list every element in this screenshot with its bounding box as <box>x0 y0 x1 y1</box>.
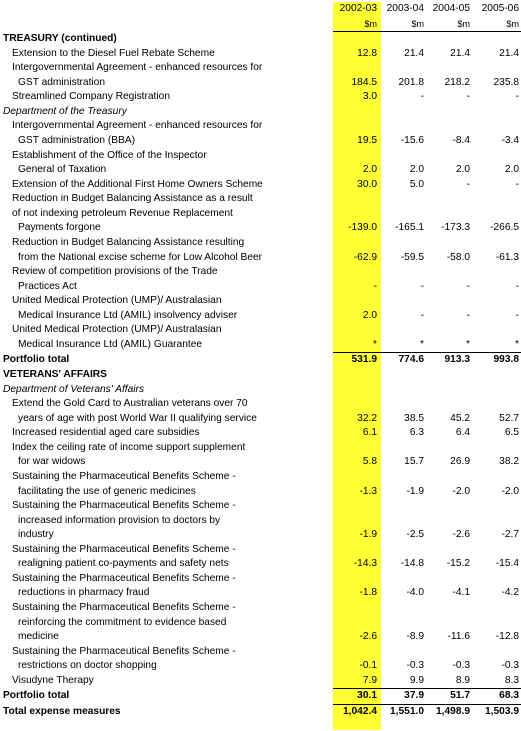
table-row <box>0 265 521 280</box>
value-cell <box>333 616 381 631</box>
value-cell: 3.0 <box>362 91 377 103</box>
value-cell <box>474 514 521 529</box>
value-cell <box>333 265 381 280</box>
value-cell: 30.1 <box>333 689 381 705</box>
value-cell <box>428 572 474 587</box>
section-header-row <box>0 32 521 47</box>
value-cell: -1.3 <box>359 485 377 497</box>
value-cell <box>428 499 474 514</box>
value-cell <box>474 397 521 412</box>
value-cell: - <box>420 280 424 292</box>
value-cell: 38.5 <box>404 412 424 424</box>
value-cell: 2.0 <box>455 164 470 176</box>
row-label: facilitating the use of generic medicines <box>18 485 196 497</box>
value-cell <box>428 149 474 164</box>
row-label: of not indexing petroleum Revenue Replacement <box>12 207 233 219</box>
row-label: for war widows <box>18 456 86 468</box>
value-cell <box>474 323 521 338</box>
value-cell: 2.0 <box>362 309 377 321</box>
department-row <box>0 105 521 120</box>
value-cell <box>428 397 474 412</box>
row-label: Sustaining the Pharmaceutical Benefits Scheme - <box>12 470 236 482</box>
value-cell <box>428 265 474 280</box>
value-cell <box>381 441 428 456</box>
value-cell <box>381 236 428 251</box>
value-cell <box>474 61 521 76</box>
table-row <box>0 543 521 558</box>
table-row <box>0 557 521 572</box>
value-cell: -12.8 <box>495 631 519 643</box>
value-cell: 1,042.4 <box>333 704 381 719</box>
value-cell <box>333 149 381 164</box>
table-row <box>0 178 521 193</box>
table-row <box>0 572 521 587</box>
value-cell <box>381 323 428 338</box>
table-row <box>0 485 521 500</box>
unit-label: $m <box>428 17 474 32</box>
table-row <box>0 441 521 456</box>
value-cell: -2.0 <box>501 485 519 497</box>
value-cell: 2.0 <box>504 164 519 176</box>
value-cell <box>333 601 381 616</box>
value-cell: 8.3 <box>504 674 519 686</box>
row-label: Increased residential aged care subsidies <box>12 427 200 439</box>
value-cell: -1.9 <box>359 529 377 541</box>
row-label: GST administration (BBA) <box>18 135 136 147</box>
value-cell <box>428 601 474 616</box>
row-label: GST administration <box>18 76 106 88</box>
value-cell: * <box>373 338 377 350</box>
value-cell: -62.9 <box>353 251 377 263</box>
value-cell <box>474 383 521 398</box>
value-cell <box>474 105 521 120</box>
value-cell <box>381 383 428 398</box>
row-label: Intergovernmental Agreement - enhanced resources for <box>12 62 263 74</box>
value-cell: - <box>466 178 470 190</box>
value-cell <box>333 441 381 456</box>
row-label: Establishment of the Office of the Inspector <box>12 149 207 161</box>
value-cell <box>381 207 428 222</box>
table-row <box>0 207 521 222</box>
value-cell: -14.8 <box>400 558 424 570</box>
row-label: Medical Insurance Ltd (AMIL) insolvency adviser <box>18 309 238 321</box>
value-cell <box>474 265 521 280</box>
value-cell <box>381 105 428 120</box>
value-cell <box>333 32 381 47</box>
table-row <box>0 47 521 62</box>
value-cell <box>428 543 474 558</box>
table-row <box>0 412 521 427</box>
value-cell <box>428 207 474 222</box>
value-cell <box>333 119 381 134</box>
value-cell <box>381 616 428 631</box>
row-label: Portfolio total <box>3 354 70 366</box>
value-cell <box>474 543 521 558</box>
value-cell: - <box>466 91 470 103</box>
value-cell <box>381 499 428 514</box>
table-row <box>0 426 521 441</box>
row-label: Sustaining the Pharmaceutical Benefits Scheme - <box>12 602 236 614</box>
table-row <box>0 294 521 309</box>
value-cell: 51.7 <box>428 689 474 705</box>
value-cell: -59.5 <box>400 251 424 263</box>
value-cell <box>333 323 381 338</box>
value-cell: * <box>515 338 519 350</box>
value-cell: -266.5 <box>490 222 519 234</box>
value-cell <box>381 572 428 587</box>
value-cell <box>428 383 474 398</box>
table-row <box>0 90 521 105</box>
value-cell: 21.4 <box>499 47 519 59</box>
value-cell: -1.9 <box>406 485 424 497</box>
value-cell: -61.3 <box>495 251 519 263</box>
value-cell: 218.2 <box>444 76 470 88</box>
table-row <box>0 163 521 178</box>
value-cell <box>333 543 381 558</box>
value-cell <box>333 207 381 222</box>
row-label: increased information provision to doctors by <box>18 514 221 526</box>
row-label: years of age with post World War II qualifying service <box>18 412 257 424</box>
value-cell <box>428 294 474 309</box>
value-cell: -173.3 <box>441 222 470 234</box>
value-cell <box>381 368 428 383</box>
value-cell <box>474 192 521 207</box>
value-cell: 6.5 <box>504 427 519 439</box>
column-header: 2003-04 <box>386 3 424 14</box>
row-label: restrictions on doctor shopping <box>18 660 157 672</box>
row-label: reinforcing the commitment to evidence based <box>18 616 227 628</box>
value-cell <box>428 236 474 251</box>
table-row <box>0 221 521 236</box>
value-cell: -3.4 <box>501 135 519 147</box>
value-cell: - <box>515 280 519 292</box>
value-cell: * <box>466 338 470 350</box>
value-cell: -2.7 <box>501 529 519 541</box>
value-cell: 52.7 <box>499 412 519 424</box>
value-cell: -2.5 <box>406 529 424 541</box>
value-cell <box>381 514 428 529</box>
value-cell: -0.3 <box>501 660 519 672</box>
row-label: United Medical Protection (UMP)/ Australasian <box>12 295 222 307</box>
table-row <box>0 149 521 164</box>
value-cell: - <box>515 309 519 321</box>
value-cell <box>474 572 521 587</box>
value-cell: 45.2 <box>450 412 470 424</box>
value-cell <box>474 32 521 47</box>
value-cell <box>428 323 474 338</box>
value-cell <box>474 236 521 251</box>
value-cell: 68.3 <box>474 689 521 705</box>
value-cell: - <box>373 280 377 292</box>
value-cell <box>474 601 521 616</box>
table-row <box>0 645 521 660</box>
value-cell: 2.0 <box>362 164 377 176</box>
table-row <box>0 251 521 266</box>
value-cell <box>428 368 474 383</box>
column-header: 2002-03 <box>339 3 377 14</box>
row-label: Sustaining the Pharmaceutical Benefits Scheme - <box>12 645 236 657</box>
value-cell: 12.8 <box>357 47 377 59</box>
value-cell <box>333 105 381 120</box>
row-label: Sustaining the Pharmaceutical Benefits Scheme - <box>12 500 236 512</box>
value-cell: 15.7 <box>404 456 424 468</box>
row-label: United Medical Protection (UMP)/ Australasian <box>12 324 222 336</box>
value-cell: 9.9 <box>409 674 424 686</box>
value-cell: 184.5 <box>351 76 377 88</box>
value-cell: -139.0 <box>348 222 377 234</box>
value-cell <box>428 32 474 47</box>
value-cell: -2.0 <box>452 485 470 497</box>
table-row <box>0 323 521 338</box>
row-label: from the National excise scheme for Low Alcohol Beer <box>18 251 263 263</box>
table-row <box>0 192 521 207</box>
row-label: Total expense measures <box>3 705 121 717</box>
value-cell <box>428 645 474 660</box>
value-cell <box>474 207 521 222</box>
value-cell <box>333 645 381 660</box>
value-cell: - <box>515 91 519 103</box>
column-header: 2004-05 <box>432 3 470 14</box>
value-cell: 2.0 <box>409 164 424 176</box>
value-cell: - <box>466 309 470 321</box>
value-cell <box>333 470 381 485</box>
table-row <box>0 236 521 251</box>
value-cell: 26.9 <box>450 456 470 468</box>
value-cell: 30.0 <box>357 178 377 190</box>
table-row <box>0 674 521 689</box>
row-label: Portfolio total <box>3 690 70 702</box>
table-row <box>0 76 521 91</box>
value-cell: 7.9 <box>362 674 377 686</box>
value-cell <box>381 645 428 660</box>
value-cell <box>428 105 474 120</box>
row-label: Visudyne Therapy <box>12 675 94 687</box>
value-cell <box>381 601 428 616</box>
table-row <box>0 280 521 295</box>
row-label: Streamlined Company Registration <box>12 91 170 103</box>
value-cell: -15.2 <box>446 558 470 570</box>
value-cell: 201.8 <box>398 76 424 88</box>
portfolio-total-row <box>0 353 521 368</box>
value-cell: -15.6 <box>400 135 424 147</box>
value-cell: - <box>515 178 519 190</box>
row-label: TREASURY (continued) <box>3 32 117 44</box>
row-label: Intergovernmental Agreement - enhanced resources for <box>12 120 263 132</box>
value-cell <box>474 149 521 164</box>
value-cell: -4.1 <box>452 587 470 599</box>
value-cell: 5.8 <box>362 456 377 468</box>
value-cell: 913.3 <box>428 353 474 368</box>
row-label: VETERANS' AFFAIRS <box>3 369 107 381</box>
value-cell <box>381 119 428 134</box>
value-cell: 21.4 <box>404 47 424 59</box>
row-label: Department of Veterans' Affairs <box>3 383 145 395</box>
value-cell <box>381 470 428 485</box>
value-cell <box>381 543 428 558</box>
value-cell <box>428 441 474 456</box>
table-row <box>0 528 521 543</box>
value-cell <box>333 236 381 251</box>
value-cell: 6.4 <box>455 427 470 439</box>
table-row <box>0 61 521 76</box>
value-cell: -1.8 <box>359 587 377 599</box>
table-row <box>0 586 521 601</box>
table-row <box>0 309 521 324</box>
value-cell <box>474 470 521 485</box>
value-cell <box>333 192 381 207</box>
table-row <box>0 601 521 616</box>
row-label: Extension to the Diesel Fuel Rebate Scheme <box>12 47 215 59</box>
value-cell <box>474 441 521 456</box>
value-cell <box>381 192 428 207</box>
row-label: Payments forgone <box>18 222 101 234</box>
value-cell <box>381 149 428 164</box>
value-cell: -4.0 <box>406 587 424 599</box>
value-cell: 774.6 <box>381 353 428 368</box>
row-label: General of Taxation <box>18 164 107 176</box>
value-cell <box>333 383 381 398</box>
value-cell: -2.6 <box>452 529 470 541</box>
row-label: medicine <box>18 631 59 643</box>
table-row <box>0 616 521 631</box>
value-cell: 993.8 <box>474 353 521 368</box>
row-label: Practices Act <box>18 280 77 292</box>
value-cell <box>474 616 521 631</box>
value-cell: -8.9 <box>406 631 424 643</box>
unit-label: $m <box>381 17 428 32</box>
row-label: Review of competition provisions of the Trade <box>12 266 218 278</box>
value-cell <box>428 119 474 134</box>
value-cell: -4.2 <box>501 587 519 599</box>
value-cell <box>333 294 381 309</box>
value-cell <box>474 368 521 383</box>
value-cell: * <box>420 338 424 350</box>
department-row <box>0 383 521 398</box>
row-label: industry <box>18 529 54 541</box>
value-cell: -0.3 <box>406 660 424 672</box>
value-cell <box>428 61 474 76</box>
value-cell: -2.6 <box>359 631 377 643</box>
value-cell <box>333 61 381 76</box>
value-cell: -165.1 <box>395 222 424 234</box>
row-label: Reduction in Budget Balancing Assistance as a result <box>12 193 253 205</box>
column-header: 2005-06 <box>481 3 519 14</box>
unit-label: $m <box>474 17 521 32</box>
value-cell: 19.5 <box>357 135 377 147</box>
value-cell <box>474 499 521 514</box>
value-cell: 1,498.9 <box>428 704 474 719</box>
table-row <box>0 338 521 353</box>
table-row <box>0 514 521 529</box>
value-cell <box>333 397 381 412</box>
row-label: Index the ceiling rate of income support supplement <box>12 441 246 453</box>
unit-header-row <box>0 17 521 32</box>
value-cell: 37.9 <box>381 689 428 705</box>
value-cell: -14.3 <box>353 558 377 570</box>
row-label: reductions in pharmacy fraud <box>18 587 150 599</box>
value-cell: - <box>420 91 424 103</box>
value-cell: 531.9 <box>333 353 381 368</box>
value-cell <box>333 368 381 383</box>
value-cell: - <box>420 309 424 321</box>
table-row <box>0 119 521 134</box>
value-cell: 38.2 <box>499 456 519 468</box>
table-row <box>0 455 521 470</box>
value-cell <box>428 616 474 631</box>
row-label: Sustaining the Pharmaceutical Benefits Scheme - <box>12 543 236 555</box>
value-cell <box>474 645 521 660</box>
table-row <box>0 470 521 485</box>
value-cell: 1,503.9 <box>474 704 521 719</box>
expense-measures-table <box>0 2 521 720</box>
value-cell: -8.4 <box>452 135 470 147</box>
value-cell <box>381 265 428 280</box>
value-cell <box>333 514 381 529</box>
row-label: Medical Insurance Ltd (AMIL) Guarantee <box>18 339 203 351</box>
value-cell: 235.8 <box>493 76 519 88</box>
value-cell <box>474 119 521 134</box>
unit-label: $m <box>333 17 381 32</box>
grand-total-row <box>0 704 521 719</box>
value-cell: 8.9 <box>455 674 470 686</box>
value-cell <box>381 32 428 47</box>
value-cell: -58.0 <box>446 251 470 263</box>
value-cell: 6.3 <box>409 427 424 439</box>
row-label: Extension of the Additional First Home Owners Scheme <box>12 178 263 190</box>
value-cell <box>381 294 428 309</box>
value-cell: -0.3 <box>452 660 470 672</box>
value-cell: 1,551.0 <box>381 704 428 719</box>
value-cell: -11.6 <box>447 631 470 643</box>
value-cell: 32.2 <box>357 412 377 424</box>
value-cell <box>381 61 428 76</box>
value-cell <box>428 470 474 485</box>
portfolio-total-row <box>0 689 521 705</box>
table-row <box>0 499 521 514</box>
value-cell: 21.4 <box>450 47 470 59</box>
value-cell <box>333 572 381 587</box>
value-cell <box>474 294 521 309</box>
value-cell: -15.4 <box>495 558 519 570</box>
value-cell: - <box>466 280 470 292</box>
value-cell <box>428 514 474 529</box>
table-row <box>0 630 521 645</box>
row-label: Extend the Gold Card to Australian veterans over 70 <box>12 398 248 410</box>
value-cell <box>333 499 381 514</box>
row-label: realigning patient co-payments and safety nets <box>18 558 229 570</box>
row-label: Sustaining the Pharmaceutical Benefits Scheme - <box>12 572 236 584</box>
table-row <box>0 397 521 412</box>
value-cell <box>381 397 428 412</box>
value-cell: 6.1 <box>362 427 377 439</box>
year-header-row <box>0 2 521 17</box>
section-header-row <box>0 368 521 383</box>
table-row <box>0 659 521 674</box>
table-row <box>0 134 521 149</box>
value-cell: 5.0 <box>409 178 424 190</box>
value-cell <box>428 192 474 207</box>
row-label: Department of the Treasury <box>3 105 127 117</box>
value-cell: -0.1 <box>359 660 377 672</box>
row-label: Reduction in Budget Balancing Assistance resulting <box>12 236 245 248</box>
